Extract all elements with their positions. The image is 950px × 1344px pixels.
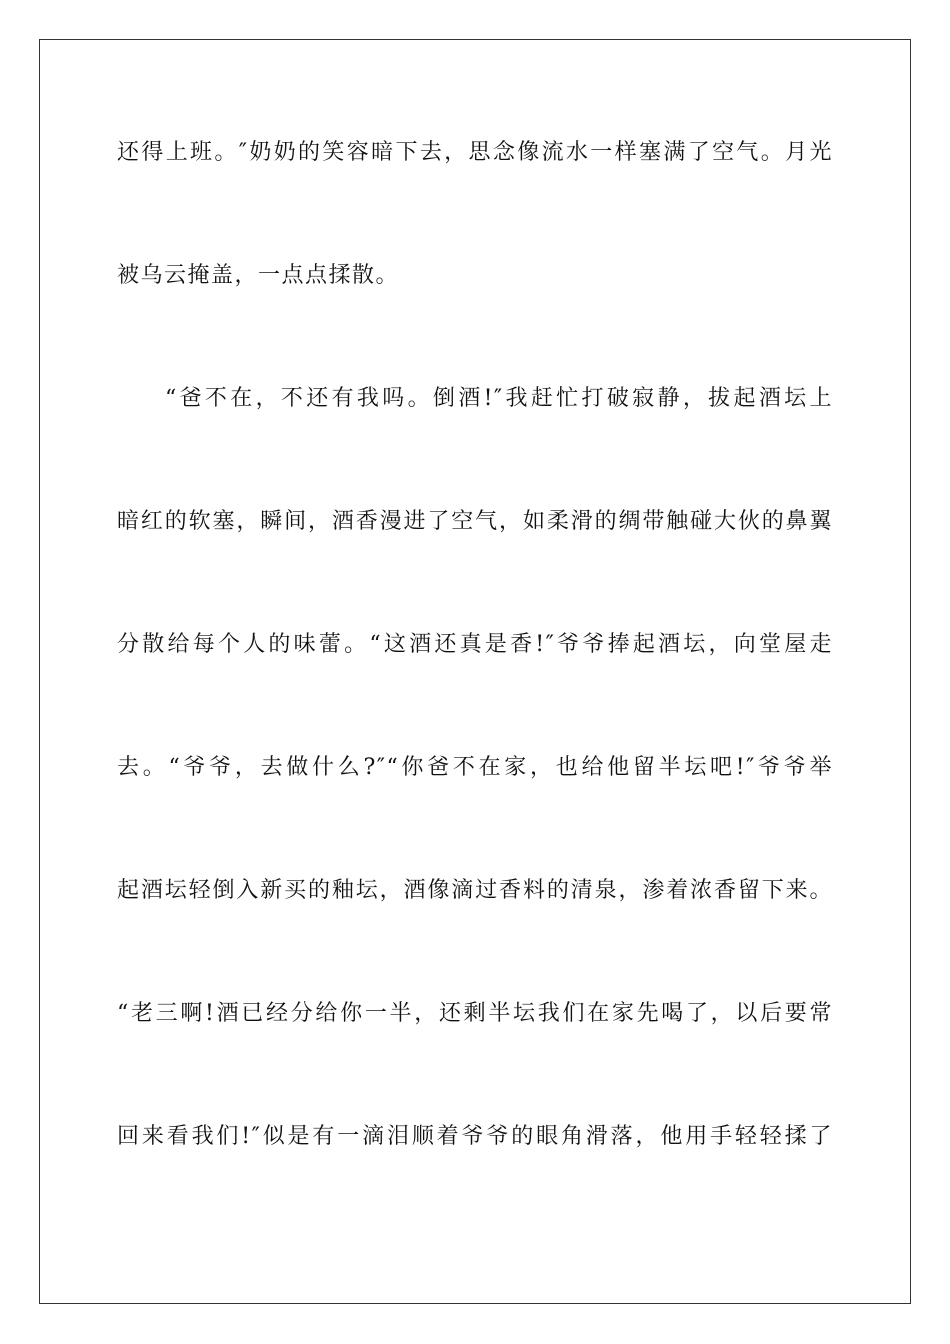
body-text-line-2: 被乌云掩盖，一点点揉散。 [117, 263, 400, 288]
body-text-line-8: “老三啊!酒已经分给你一半，还剩半坛我们在家先喝了，以后要常 [117, 1001, 833, 1026]
body-text-line-6: 去。“爷爷，去做什么?″“你爸不在家，也给他留半坛吧!″爷爷举 [117, 755, 833, 780]
body-text-line-9: 回来看我们!″似是有一滴泪顺着爷爷的眼角滑落，他用手轻轻揉了 [117, 1124, 833, 1149]
body-text-line-3: “爸不在，不还有我吗。倒酒!″我赶忙打破寂静，拔起酒坛上 [165, 386, 833, 411]
body-text-line-1: 还得上班。″奶奶的笑容暗下去，思念像流水一样塞满了空气。月光 [117, 140, 833, 165]
body-text-line-4: 暗红的软塞，瞬间，酒香漫进了空气，如柔滑的绸带触碰大伙的鼻翼 [117, 509, 833, 534]
body-text-line-5: 分散给每个人的味蕾。“这酒还真是香!″爷爷捧起酒坛，向堂屋走 [117, 632, 833, 657]
page-border [39, 39, 911, 1304]
body-text-line-7: 起酒坛轻倒入新买的釉坛，酒像滴过香料的清泉，渗着浓香留下来。 [117, 878, 833, 903]
